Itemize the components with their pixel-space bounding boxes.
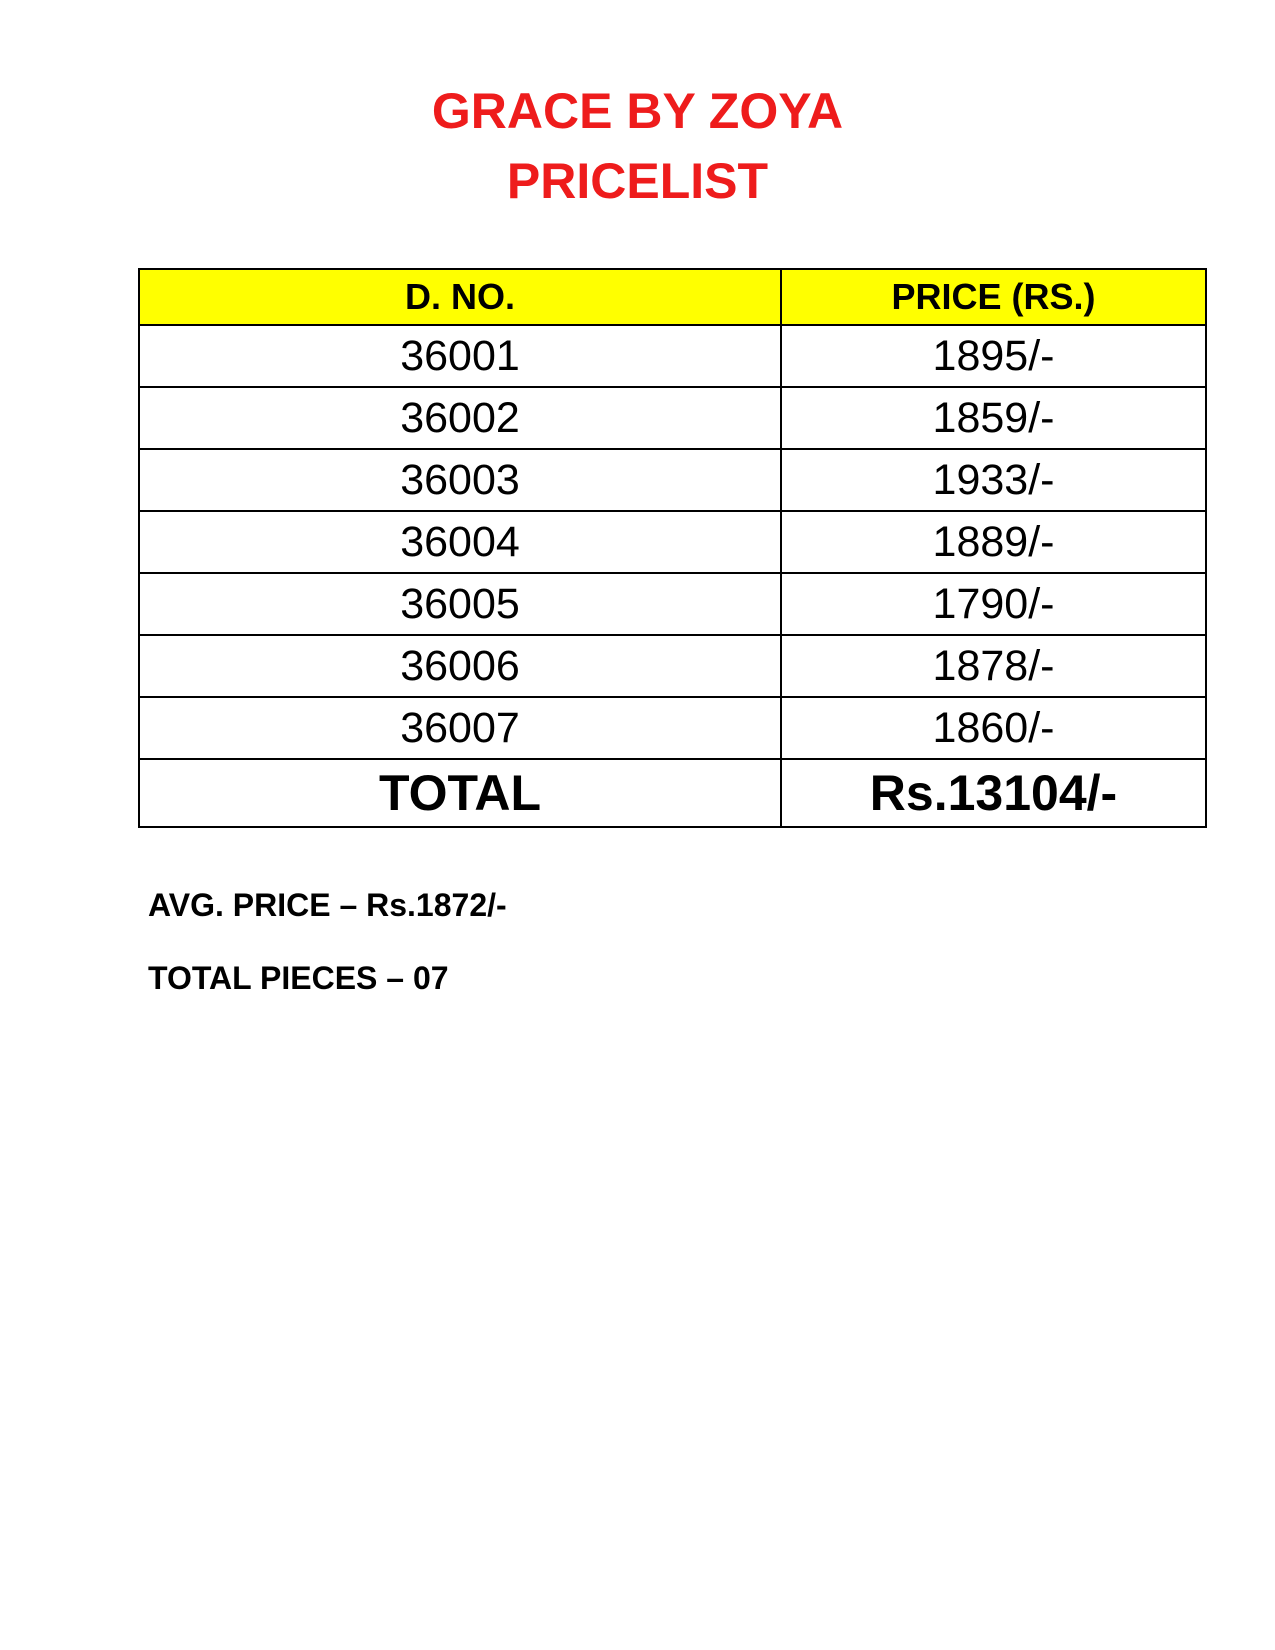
- average-price-text: AVG. PRICE – Rs.1872/-: [148, 887, 507, 923]
- document-subtitle: PRICELIST: [506, 153, 769, 209]
- design-number-cell: 36004: [139, 511, 781, 573]
- price-cell: 1859/-: [781, 387, 1206, 449]
- table-row: [139, 697, 1206, 759]
- price-cell: 1878/-: [781, 635, 1206, 697]
- total-pieces-text: TOTAL PIECES – 07: [148, 960, 449, 996]
- column-header-design-number: D. NO.: [139, 269, 781, 325]
- price-cell: 1889/-: [781, 511, 1206, 573]
- price-cell: 1933/-: [781, 449, 1206, 511]
- table-row: [139, 449, 1206, 511]
- design-number-cell: 36003: [139, 449, 781, 511]
- design-number-cell: 36001: [139, 325, 781, 387]
- table-row: [139, 635, 1206, 697]
- total-row: [139, 759, 1206, 827]
- price-cell: 1860/-: [781, 697, 1206, 759]
- design-number-cell: 36006: [139, 635, 781, 697]
- price-cell: 1790/-: [781, 573, 1206, 635]
- total-label: TOTAL: [139, 759, 781, 827]
- table-row: [139, 573, 1206, 635]
- design-number-cell: 36007: [139, 697, 781, 759]
- total-value: Rs.13104/-: [781, 759, 1206, 827]
- column-header-price: PRICE (RS.): [781, 269, 1206, 325]
- document-title: GRACE BY ZOYA: [431, 83, 844, 139]
- price-cell: 1895/-: [781, 325, 1206, 387]
- table-header-row: [139, 269, 1206, 325]
- table-row: [139, 325, 1206, 387]
- design-number-cell: 36005: [139, 573, 781, 635]
- table-row: [139, 387, 1206, 449]
- table-row: [139, 511, 1206, 573]
- price-table: [138, 268, 1207, 828]
- design-number-cell: 36002: [139, 387, 781, 449]
